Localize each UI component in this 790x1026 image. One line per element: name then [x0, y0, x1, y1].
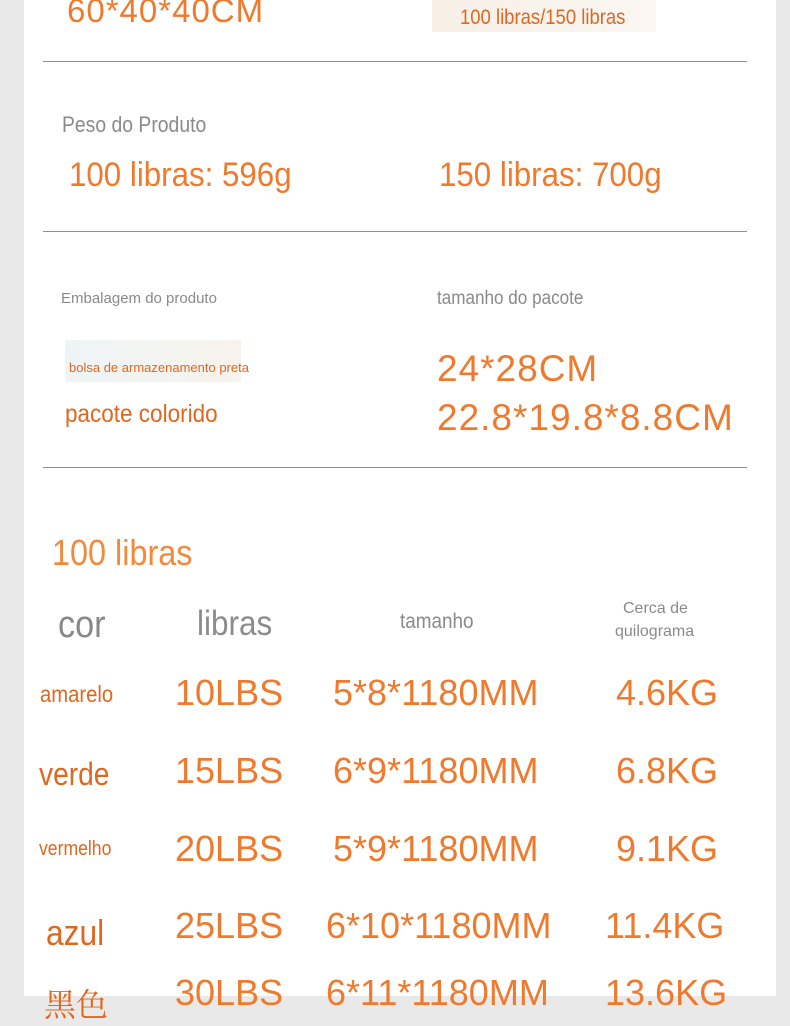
- row-2-color: verde: [39, 756, 110, 792]
- product-weight-label: Peso do Produto: [62, 112, 207, 137]
- row-1-color: amarelo: [40, 681, 114, 707]
- product-spec-sheet: [24, 0, 776, 1023]
- divider-1: [43, 61, 747, 62]
- packaging-black-bag: bolsa de armazenamento preta: [69, 360, 249, 375]
- packaging-colored-pack: pacote colorido: [65, 400, 218, 428]
- row-4-color: azul: [46, 912, 105, 953]
- header-kg-line2: quilograma: [615, 623, 695, 640]
- row-3-color: vermelho: [39, 838, 112, 860]
- row-2-lbs: 15LBS: [175, 750, 284, 791]
- row-5-lbs: 30LBS: [175, 972, 284, 1013]
- top-weights-label: 100 libras/150 libras: [460, 6, 626, 29]
- row-5-color: 黑色: [44, 987, 109, 1023]
- section-title: 100 libras: [52, 532, 193, 573]
- row-3-lbs: 20LBS: [175, 828, 284, 869]
- header-size: tamanho: [400, 610, 474, 633]
- header-pounds: libras: [197, 604, 273, 643]
- row-3-size: 5*9*1180MM: [333, 828, 539, 869]
- header-color: cor: [58, 604, 106, 646]
- row-1-lbs: 10LBS: [175, 672, 284, 713]
- package-size-label: tamanho do pacote: [437, 288, 584, 309]
- row-4-kg: 11.4KG: [605, 905, 725, 946]
- weight-100-libras: 100 libras: 596g: [69, 156, 292, 194]
- package-size-24x28: 24*28CM: [437, 348, 599, 389]
- row-1-size: 5*8*1180MM: [333, 672, 539, 713]
- header-kg-line1: Cerca de: [623, 600, 688, 617]
- row-1-kg: 4.6KG: [616, 672, 719, 713]
- packaging-label: Embalagem do produto: [61, 290, 217, 307]
- row-5-kg: 13.6KG: [605, 972, 728, 1013]
- row-4-size: 6*10*1180MM: [326, 905, 552, 946]
- row-2-size: 6*9*1180MM: [333, 750, 539, 791]
- row-5-size: 6*11*1180MM: [326, 972, 549, 1013]
- top-dimensions: 60*40*40CM: [67, 0, 265, 29]
- package-size-22x19x8: 22.8*19.8*8.8CM: [437, 397, 734, 438]
- weight-150-libras: 150 libras: 700g: [439, 156, 662, 194]
- row-4-lbs: 25LBS: [175, 905, 284, 946]
- divider-3: [43, 467, 747, 468]
- row-2-kg: 6.8KG: [616, 750, 719, 791]
- row-3-kg: 9.1KG: [616, 828, 719, 869]
- divider-2: [43, 231, 747, 232]
